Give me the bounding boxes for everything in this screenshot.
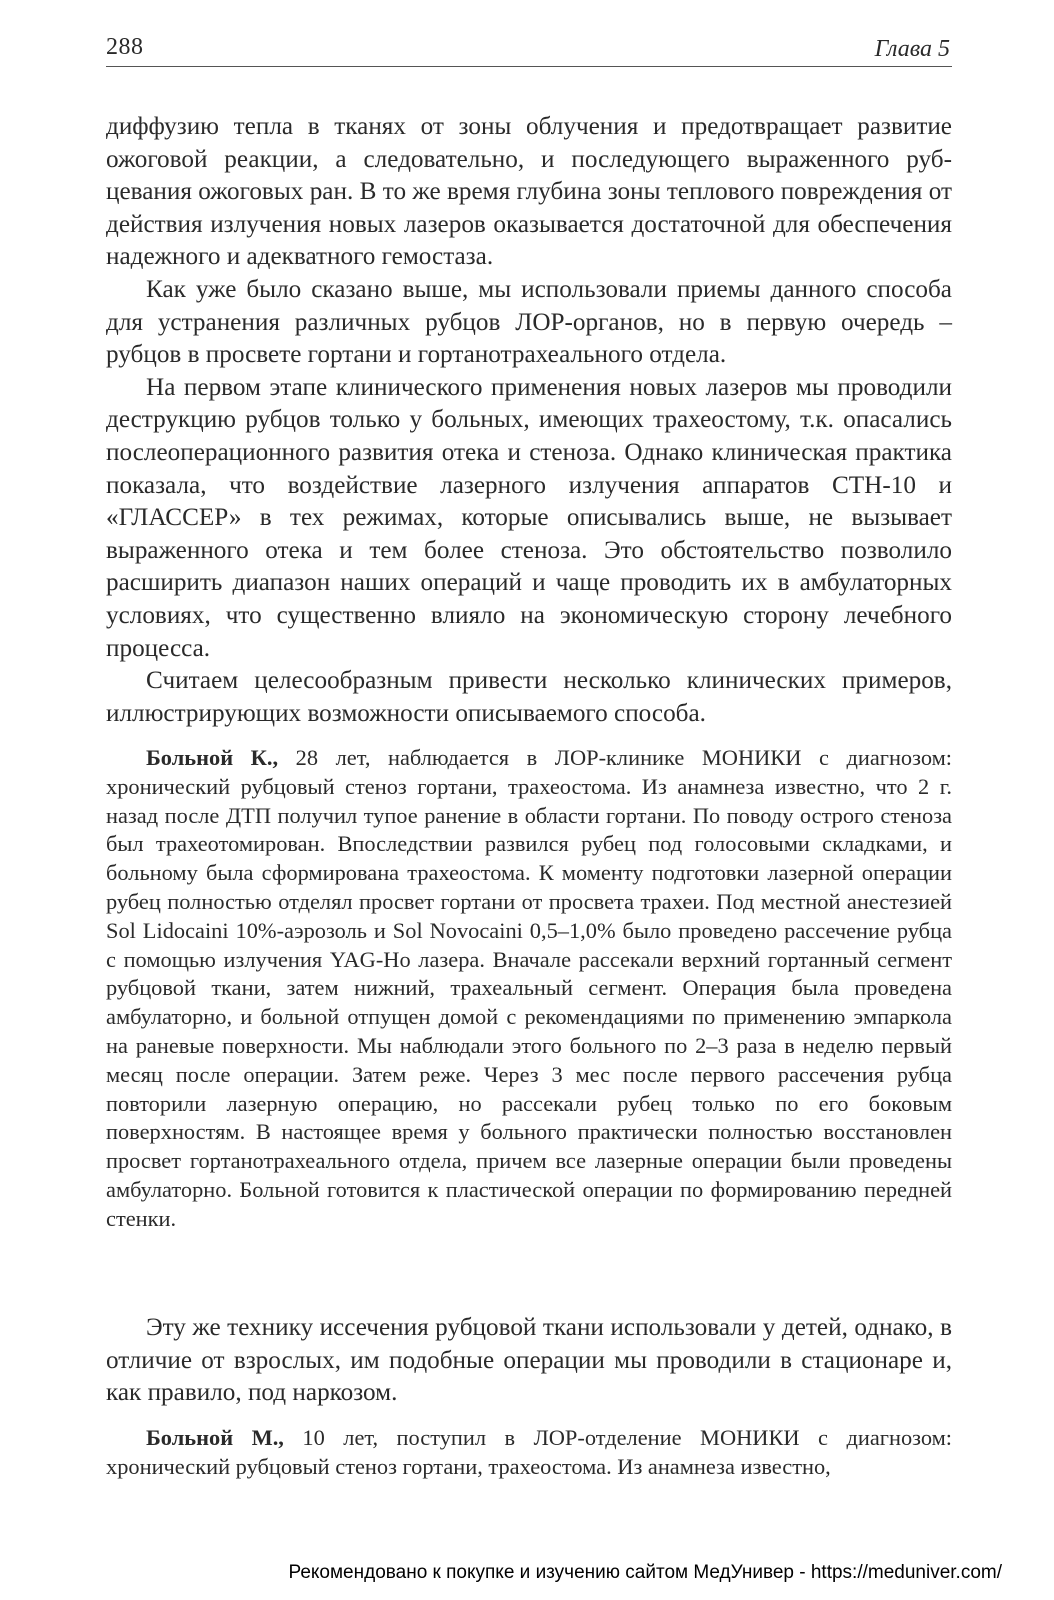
paragraph: Считаем целесообразным привести несколько клинических примеров, иллюстрирующих возможности описываемого способа. (106, 667, 952, 727)
page-number: 288 (106, 34, 144, 60)
case-paragraph (106, 1424, 952, 1482)
page-header (106, 30, 952, 67)
case-lead: Больной К., (146, 745, 279, 770)
paragraph: Как уже было сказано выше, мы использовали приемы данного способа для устранения различных рубцов ЛОР-органов, но в первую очередь – рубцов в просвете гортани и гортанотрахеального отдела. (106, 275, 952, 369)
footer-recommendation: Рекомендовано к покупке и изучению сайтом МедУнивер - https://meduniver.com/ (288, 1562, 1002, 1583)
middle-text (106, 1312, 952, 1410)
chapter-title: Глава 5 (874, 36, 950, 62)
main-text (106, 111, 952, 730)
clinical-case-2 (106, 1424, 952, 1482)
case-text: 10 лет, поступил в ЛОР-отделение МОНИКИ с диагнозом: хронический рубцовый стеноз гортани, трахеостома. Из анамнеза известно, (106, 1425, 953, 1479)
case-paragraph (106, 744, 952, 1234)
case-text: 28 лет, наблюдается в ЛОР-клинике МОНИКИ с диагнозом: хронический рубцовый стеноз гортани, трахеостома. Из анамнеза известно, что 2 г. назад после ДТП получил тупое ранение в области гортани. По поводу острого стеноза был трахеотомирован. Впоследствии развился рубец под голосовыми складками, и больному была сформирована трахеостома. К моменту подготовки лазерной операции рубец полностью отделял просвет гортани от просвета трахеи. Под местной анестезией Sol Lidocaini 10%-аэрозоль и Sol Novocaini 0,5–1,0% было проведено рассечение рубца с помощью излучения YAG-Но лазера. Вначале рассекали верхний гортанный сегмент рубцовой ткани, затем нижний, трахеальный сегмент. Операция была проведена амбулаторно, и больной отпущен домой с рекомендациями по применению эмпаркола на раневые поверхности. Мы наблюдали этого больного по 2–3 раза в неделю первый месяц после операции. Затем реже. Через 3 мес после первого рассечения рубца повторили лазерную операцию, но рассекали рубец только по его боковым поверхностям. В настоящее время у больного практически полностью восстановлен просвет гортанотрахеального отдела, причем все лазерные операции были проведены амбулаторно. Больной готовится к пластической операции по формированию передней стенки. (106, 745, 952, 1231)
case-lead: Больной М., (146, 1425, 284, 1450)
paragraph: На первом этапе клинического применения новых лазеров мы проводили деструкцию рубцов только у больных, имеющих трахеостому, т.к. опасались послеоперационного развития отека и стеноза. Однако клиническая практика показала, что воздействие лазерного излучения аппаратов СТН-10 и «ГЛАССЕР» в тех режимах, которые описывались выше, не вызывает выраженного отека и тем более стеноза. Это обстоятельство позволило расширить диапазон наших операций и чаще проводить их в амбулаторных условиях, что существенно влияло на экономическую сторону лечебного процесса. (106, 373, 952, 662)
clinical-case-1 (106, 744, 952, 1234)
paragraph-continued: диффузию тепла в тканях от зоны облучения и предотвращает развитие ожоговой реакции, а следовательно, и последующего выраженного рубцевания ожоговых ран. В то же время глубина зоны теплового повреждения от действия излучения новых лазеров оказывается достаточной для обеспечения надежного и адекватного гемостаза. (106, 113, 952, 271)
paragraph: Эту же технику иссечения рубцовой ткани использовали у детей, однако, в отличие от взрослых, им подобные операции мы проводили в стационаре и, как правило, под наркозом. (106, 1314, 952, 1407)
